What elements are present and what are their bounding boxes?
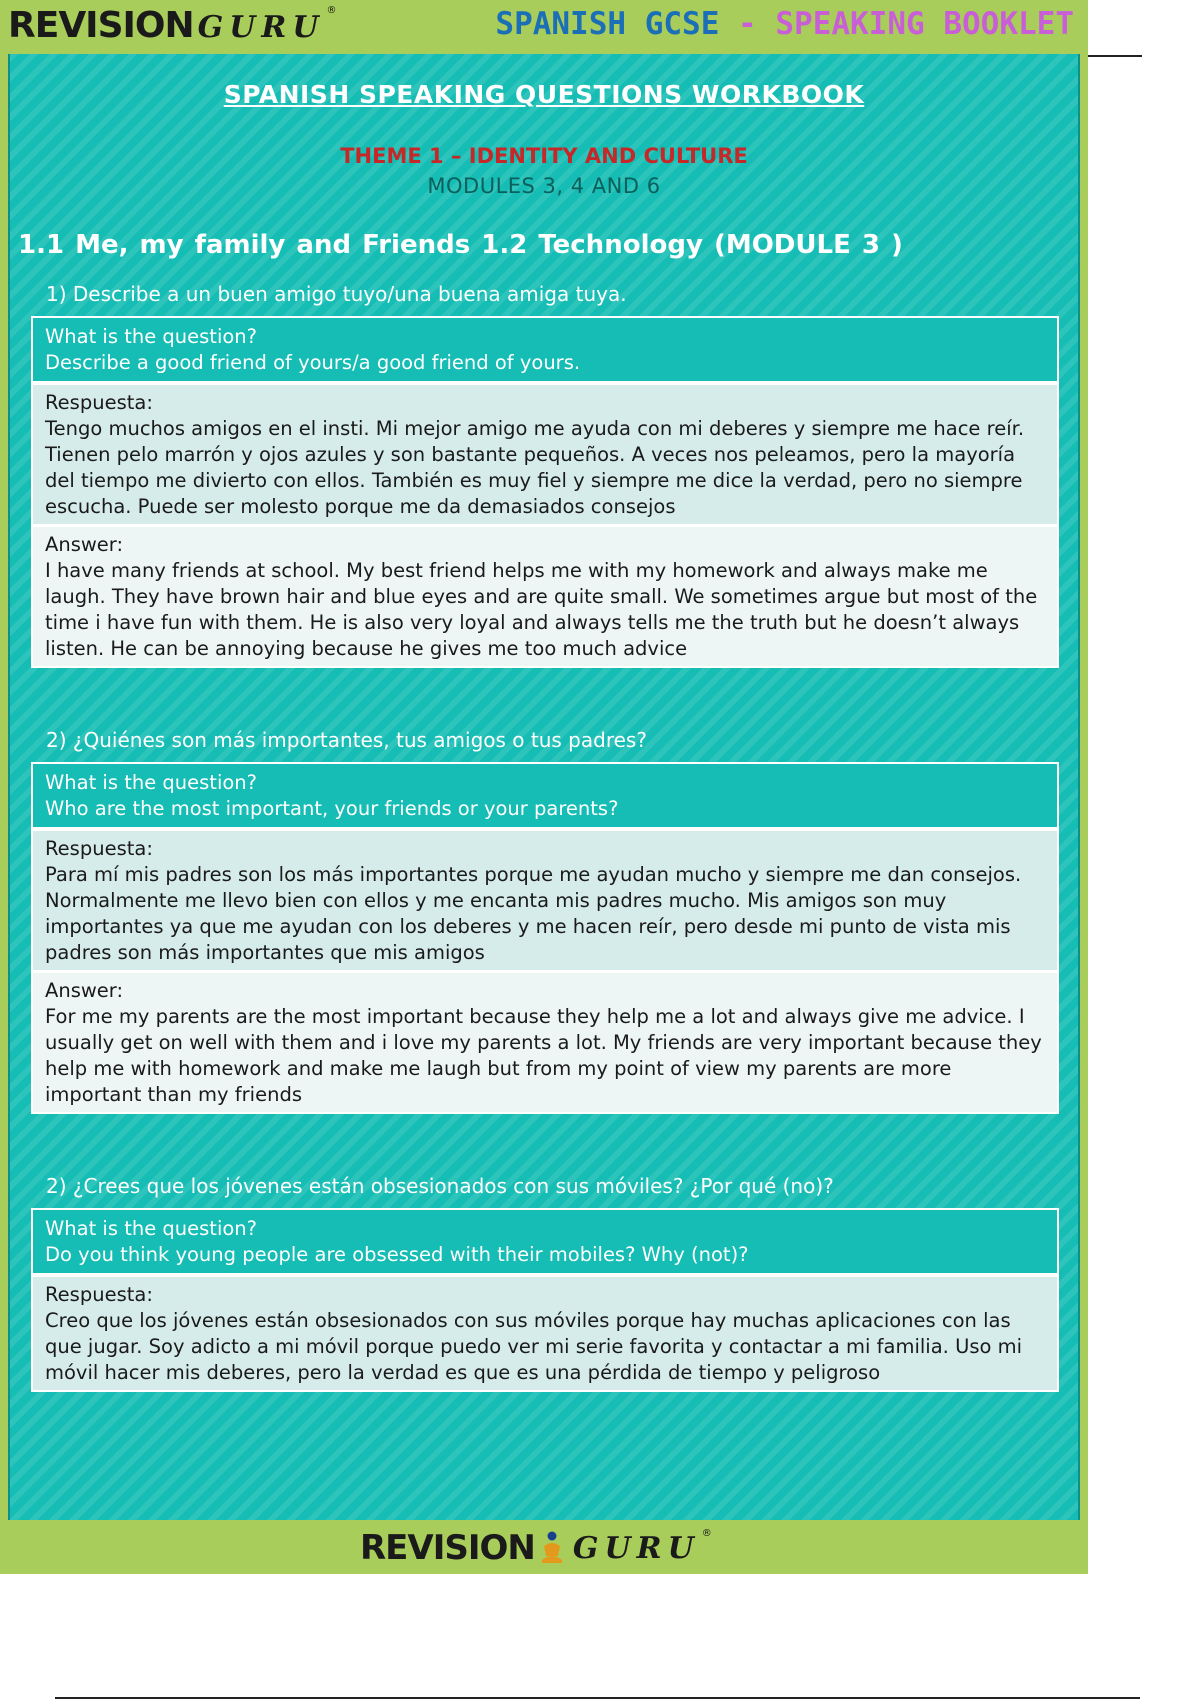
question-1-respuesta bbox=[33, 381, 1057, 524]
question-1-answer bbox=[33, 524, 1057, 666]
answer-label: Answer: bbox=[45, 979, 124, 1002]
question-2-translation bbox=[33, 764, 1057, 827]
respuesta-label: Respuesta: bbox=[45, 837, 153, 860]
what-text: Do you think young people are obsessed with their mobiles? Why (not)? bbox=[45, 1243, 749, 1266]
theme-heading: THEME 1 – IDENTITY AND CULTURE bbox=[340, 144, 748, 168]
question-2-respuesta bbox=[33, 827, 1057, 970]
question-1-prompt: 1) Describe a un buen amigo tuyo/una buena amiga tuya. bbox=[46, 282, 627, 306]
question-3-translation bbox=[33, 1210, 1057, 1273]
header-logo bbox=[8, 5, 337, 46]
question-2-prompt: 2) ¿Quiénes son más importantes, tus amigos o tus padres? bbox=[46, 728, 647, 752]
respuesta-text: Creo que los jóvenes están obsesionados con sus móviles porque hay muchas aplicaciones con las que jugar. Soy adicto a mi móvil porque puedo ver mi serie favorita y contactar a mi familia. Uso mi móvil hacer mis deberes, pero la verdad es que es una pérdida de tiempo y peligroso bbox=[45, 1309, 1023, 1384]
header-subject bbox=[495, 6, 1074, 42]
workbook-title: SPANISH SPEAKING QUESTIONS WORKBOOK bbox=[223, 80, 865, 109]
footer-logo-guru: GURU bbox=[572, 1530, 700, 1566]
answer-text: I have many friends at school. My best friend helps me with my homework and always make me laugh. They have brown hair and blue eyes and are quite small. We sometimes argue but most of the time i have fun with them. He is also very loyal and always tells me the truth but he doesn’t always listen. He can be annoying because he gives me too much advice bbox=[45, 559, 1038, 660]
question-3-prompt: 2) ¿Crees que los jóvenes están obsesionados con sus móviles? ¿Por qué (no)? bbox=[46, 1174, 834, 1198]
answer-text: For me my parents are the most important because they help me a lot and always give me advice. I usually get on well with them and i love my parents a lot. My friends are very important because they help me with homework and make me laugh but from my point of view my parents are more important than my friends bbox=[45, 1005, 1042, 1106]
question-3-box bbox=[31, 1208, 1059, 1392]
header-logo-main: REVISION bbox=[8, 5, 194, 46]
respuesta-label: Respuesta: bbox=[45, 391, 153, 414]
lightbulb-person-icon bbox=[539, 1530, 565, 1566]
workbook-content bbox=[8, 54, 1080, 1520]
respuesta-text: Para mí mis padres son los más importantes porque me ayudan mucho y siempre me dan consejos. Normalmente me llevo bien con ellos y me encanta mis padres mucho. Mis amigos son muy importantes ya que me ayudan con los deberes y me hacen reír, pero desde mi punto de vista mis padres son más importantes que mis amigos bbox=[45, 863, 1022, 964]
footer-logo bbox=[360, 1528, 712, 1568]
header-logo-guru: GURU bbox=[197, 10, 325, 45]
footer-logo-main: REVISION bbox=[360, 1528, 535, 1568]
footer-bar bbox=[0, 1522, 1088, 1574]
header-separator: - bbox=[719, 6, 776, 42]
header-logo-reg: ® bbox=[326, 5, 337, 16]
what-text: Who are the most important, your friends or your parents? bbox=[45, 797, 619, 820]
header-bar bbox=[0, 0, 1088, 54]
what-label: What is the question? bbox=[45, 1217, 258, 1240]
what-label: What is the question? bbox=[45, 325, 258, 348]
respuesta-text: Tengo muchos amigos en el insti. Mi mejor amigo me ayuda con mi deberes y siempre me hace reír. Tienen pelo marrón y ojos azules y son bastante pequeños. A veces nos peleamos, pero la mayoría del tiempo me divierto con ellos. También es muy fiel y siempre me dice la verdad, pero no siempre escucha. Puede ser molesto porque me da demasiados consejos bbox=[45, 417, 1025, 518]
answer-label: Answer: bbox=[45, 533, 124, 556]
footer-logo-reg: ® bbox=[701, 1528, 712, 1539]
header-subject-name: SPANISH GCSE bbox=[495, 6, 720, 42]
what-text: Describe a good friend of yours/a good friend of yours. bbox=[45, 351, 581, 374]
what-label: What is the question? bbox=[45, 771, 258, 794]
top-rule bbox=[1088, 55, 1142, 57]
question-2-answer bbox=[33, 970, 1057, 1112]
header-booklet-name: SPEAKING BOOKLET bbox=[775, 6, 1074, 42]
respuesta-label: Respuesta: bbox=[45, 1283, 153, 1306]
question-1-translation bbox=[33, 318, 1057, 381]
bottom-rule bbox=[55, 1697, 1140, 1699]
question-3-respuesta bbox=[33, 1273, 1057, 1390]
question-2-box bbox=[31, 762, 1059, 1114]
modules-subheading: MODULES 3, 4 AND 6 bbox=[427, 174, 661, 198]
question-1-box bbox=[31, 316, 1059, 668]
topic-heading: 1.1 Me, my family and Friends 1.2 Technology (MODULE 3 ) bbox=[18, 230, 903, 260]
